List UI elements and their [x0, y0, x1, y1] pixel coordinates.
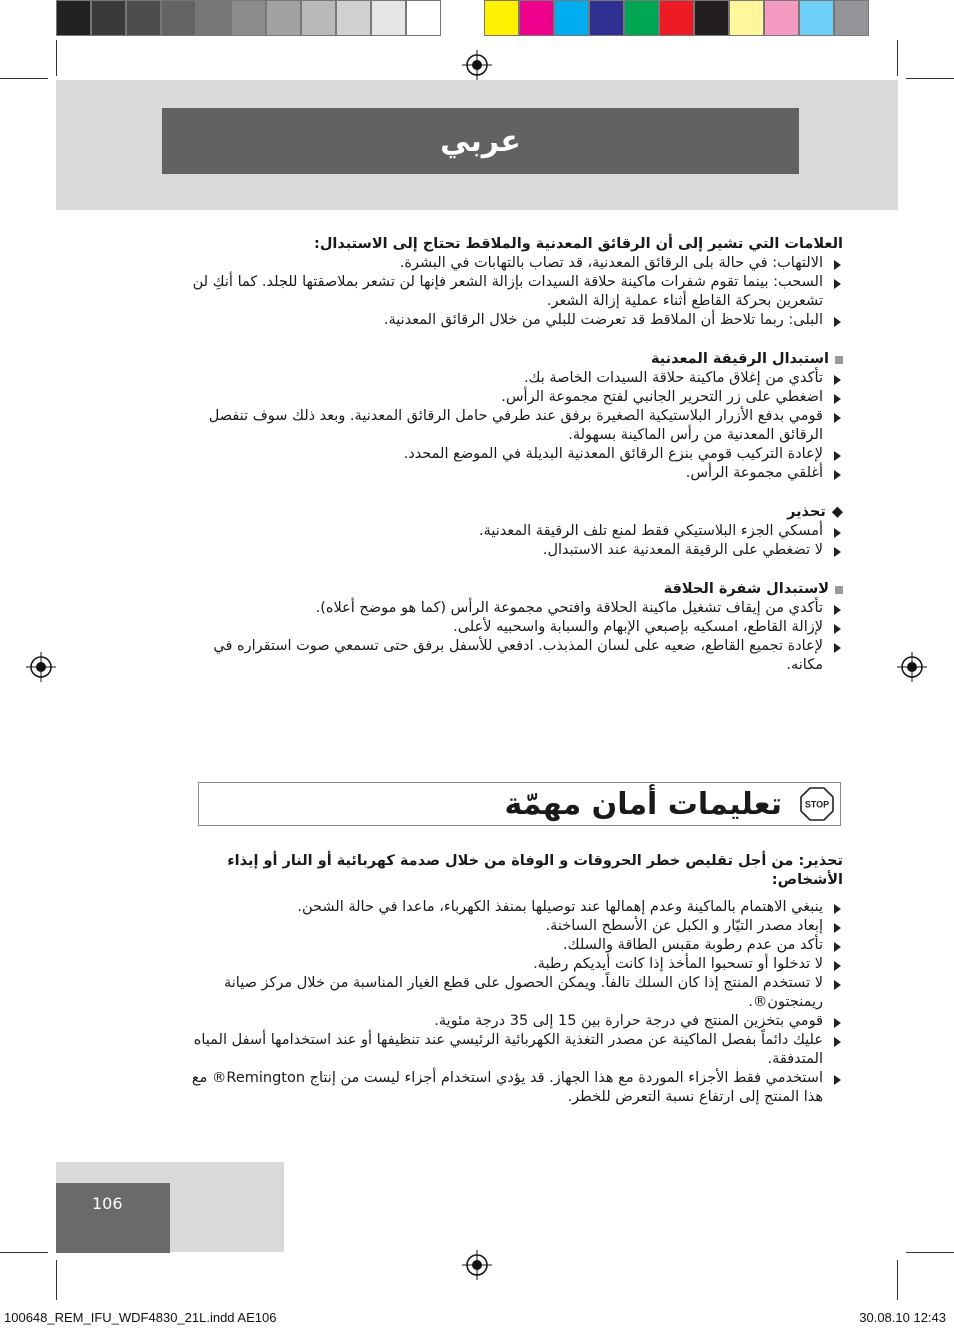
page-number: 106	[92, 1194, 123, 1213]
color-swatch	[56, 0, 91, 36]
crop-mark	[897, 1260, 898, 1300]
crop-mark	[906, 1252, 954, 1253]
list-item: السحب: بينما تقوم شفرات ماكينة حلاقة السيدات بإزالة الشعر فإنها لن تشعر بملاصقتها للجلد. كما أنكِ لن تشعرين بحركة القاطع أثناء عملية إزالة الشعر.	[186, 273, 843, 311]
list-item: البلى: ربما تلاحظ أن الملاقط قد تعرضت للبلي من خلال الرقائق المعدنية.	[186, 311, 843, 330]
list-item: لإعادة التركيب قومي بنزع الرقائق المعدنية البديلة في الموضع المحدد.	[186, 445, 843, 464]
color-swatch	[91, 0, 126, 36]
warning-diamond-icon: ◆	[831, 504, 843, 520]
list-item: أغلقي مجموعة الرأس.	[186, 464, 843, 483]
registration-mark-icon	[897, 652, 927, 682]
signs-heading: العلامات التي تشير إلى أن الرقائق المعدنية والملاقط تحتاج إلى الاستبدال:	[314, 236, 843, 252]
color-swatch	[834, 0, 869, 36]
square-bullet-icon	[835, 356, 843, 364]
list-item: لا تستخدم المنتج إذا كان السلك تالفاً. ويمكن الحصول على قطع الغيار المناسبة من خلال مركز صيانة ريمنجتون®.	[186, 974, 843, 1012]
list-item: تأكدي من إغلاق ماكينة حلاقة السيدات الخاصة بك.	[186, 369, 843, 388]
gray-color-bar	[56, 0, 441, 38]
color-swatch	[231, 0, 266, 36]
foil-heading: استبدال الرقيقة المعدنية	[186, 350, 843, 369]
list-item: لإزالة القاطع، امسكيه بإصبعي الإبهام والسبابة واسحبيه لأعلى.	[186, 618, 843, 637]
list-item: عليك دائماً بفصل الماكينة عن مصدر التغذية الكهربائية الرئيسي عند تنظيفها أو عند استخدامها أسفل المياه المتدفقة.	[186, 1031, 843, 1069]
svg-text:STOP: STOP	[804, 799, 830, 810]
list-item: قومي بتخزين المنتج في درجة حرارة بين 15 إلى 35 درجة مئوية.	[186, 1012, 843, 1031]
color-swatch	[266, 0, 301, 36]
registration-mark-icon	[462, 1250, 492, 1280]
list-item: لا تدخلوا أو تسحبوا المأخذ إذا كانت أيديكم رطبة.	[186, 955, 843, 974]
crop-mark	[0, 78, 48, 79]
registration-mark-icon	[462, 50, 492, 80]
signs-list	[186, 254, 843, 330]
color-swatch	[519, 0, 554, 36]
safety-title-bar	[198, 782, 841, 826]
blade-heading: لاستبدال شفرة الحلاقة	[186, 580, 843, 599]
safety-title: تعليمات أمان مهمّة	[504, 786, 782, 822]
list-item: ينبغي الاهتمام بالماكينة وعدم إهمالها عند توصيلها بمنفذ الكهرباء، ماعدا في حالة الشحن.	[186, 898, 843, 917]
color-swatch	[694, 0, 729, 36]
color-swatch	[406, 0, 441, 36]
color-swatch	[161, 0, 196, 36]
list-item: تأكدي من إيقاف تشغيل ماكينة الحلاقة وافتحي مجموعة الرأس (كما هو موضح أعلاه).	[186, 599, 843, 618]
color-swatch	[729, 0, 764, 36]
caution-list	[186, 522, 843, 560]
page-title: عربي	[440, 123, 521, 159]
registration-mark-icon	[26, 652, 56, 682]
color-swatch	[554, 0, 589, 36]
color-swatch	[336, 0, 371, 36]
color-swatch	[301, 0, 336, 36]
crop-mark	[56, 40, 57, 76]
foil-list	[186, 369, 843, 483]
footer-date: 30.08.10 12:43	[859, 1310, 946, 1325]
footer-file-info: 100648_REM_IFU_WDF4830_21L.indd AE106	[4, 1310, 277, 1325]
safety-warning: تحذير: من أجل تقليص خطر الحروقات و الوفاة من خلال صدمة كهربائية أو النار أو إيذاء الأشخاص:	[227, 853, 843, 888]
color-swatch	[764, 0, 799, 36]
caution-heading: ◆ تحذير	[787, 504, 843, 520]
square-bullet-icon	[835, 586, 843, 594]
color-swatch	[484, 0, 519, 36]
color-swatch	[126, 0, 161, 36]
list-item: قومي بدفع الأزرار البلاستيكية الصغيرة برفق عند طرفي حامل الرقائق المعدنية. وبعد ذلك سوف تنفصل الرقائق المعدنية من رأس الماكينة بسهولة.	[186, 407, 843, 445]
blade-list	[186, 599, 843, 675]
color-swatch	[371, 0, 406, 36]
stop-sign-icon	[800, 787, 834, 821]
list-item: الالتهاب: في حالة بلى الرقائق المعدنية، قد تصاب بالتهابات في البشرة.	[186, 254, 843, 273]
color-swatch	[624, 0, 659, 36]
color-swatch	[659, 0, 694, 36]
process-color-bar	[484, 0, 869, 38]
crop-mark	[906, 78, 954, 79]
list-item: أمسكي الجزء البلاستيكي فقط لمنع تلف الرقيقة المعدنية.	[186, 522, 843, 541]
list-item: لا تضغطي على الرقيقة المعدنية عند الاستبدال.	[186, 541, 843, 560]
safety-list	[186, 898, 843, 1107]
list-item: تأكد من عدم رطوبة مقبس الطاقة والسلك.	[186, 936, 843, 955]
language-title-box	[162, 108, 799, 174]
crop-mark	[0, 1252, 48, 1253]
safety-section	[186, 852, 843, 1107]
crop-mark	[897, 40, 898, 76]
list-item: لإعادة تجميع القاطع، ضعيه على لسان المذبذب. ادفعي للأسفل برفق حتى تسمعي صوت استقراره في مكانه.	[186, 637, 843, 675]
color-swatch	[196, 0, 231, 36]
crop-mark	[56, 1260, 57, 1300]
color-swatch	[799, 0, 834, 36]
signs-section	[186, 235, 843, 675]
list-item: استخدمي فقط الأجزاء الموردة مع هذا الجهاز. قد يؤدي استخدام أجزاء ليست من إنتاج Remington® مع هذا المنتج إلى ارتفاع نسبة التعرض للخطر.	[186, 1069, 843, 1107]
list-item: اضغطي على زر التحرير الجانبي لفتح مجموعة الرأس.	[186, 388, 843, 407]
color-swatch	[589, 0, 624, 36]
list-item: إبعاد مصدر التيّار و الكبل عن الأسطح الساخنة.	[186, 917, 843, 936]
